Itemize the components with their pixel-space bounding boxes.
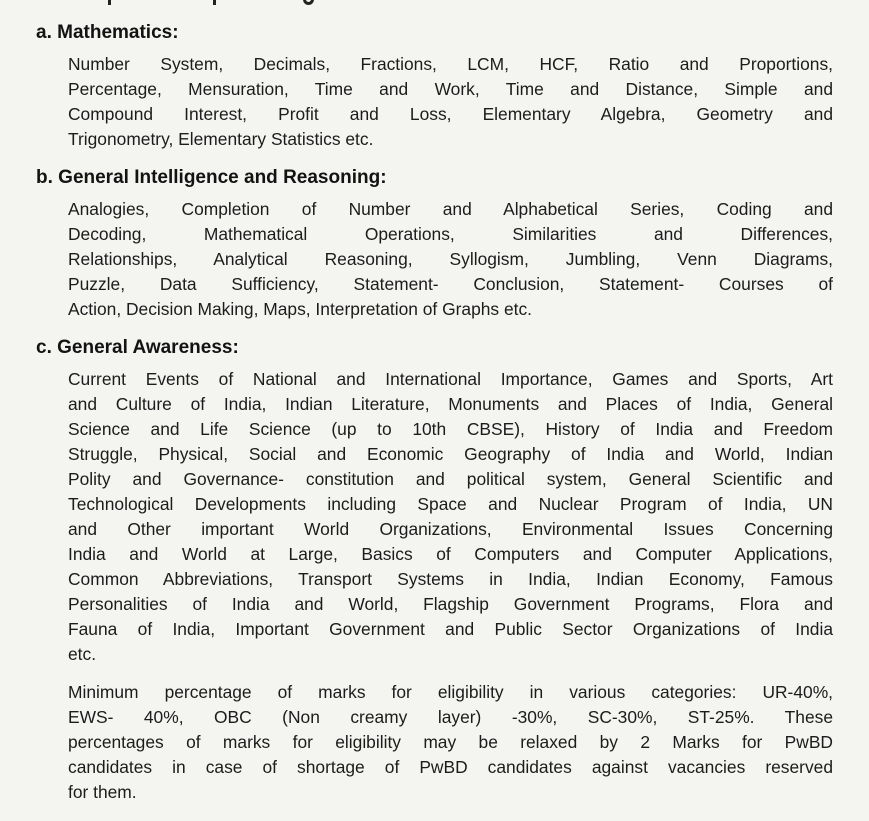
- paragraph-line: Science and Life Science (up to 10th CBSE), History of India and Freedom: [68, 419, 833, 439]
- paragraph: [68, 197, 833, 322]
- paragraph-line: Action, Decision Making, Maps, Interpretation of Graphs etc.: [68, 299, 532, 319]
- section-heading: a. Mathematics:: [36, 22, 179, 43]
- syllabus-section: [36, 336, 833, 805]
- paragraph-line: Current Events of National and International Importance, Games and Sports, Art: [68, 369, 833, 389]
- paragraph-line: India and World at Large, Basics of Computers and Computer Applications,: [68, 544, 833, 564]
- paragraph-line: Personalities of India and World, Flagship Government Programs, Flora and: [68, 594, 833, 614]
- paragraph-line: Technological Developments including Space and Nuclear Program of India, UN: [68, 494, 833, 514]
- section-paragraphs: [36, 367, 833, 805]
- paragraph-line: Puzzle, Data Sufficiency, Statement- Conclusion, Statement- Courses of: [68, 274, 833, 294]
- syllabus-section: [36, 166, 833, 322]
- paragraph: [68, 680, 833, 805]
- paragraph-line: EWS- 40%, OBC (Non creamy layer) -30%, SC-30%, ST-25%. These: [68, 707, 833, 727]
- paragraph-line: Fauna of India, Important Government and Public Sector Organizations of India: [68, 619, 833, 639]
- clipped-previous-line-fragment: [36, 0, 833, 10]
- paragraph-line: Percentage, Mensuration, Time and Work, Time and Distance, Simple and: [68, 79, 833, 99]
- paragraph: [68, 367, 833, 667]
- paragraph-line: Analogies, Completion of Number and Alphabetical Series, Coding and: [68, 199, 833, 219]
- paragraph-line: Compound Interest, Profit and Loss, Elementary Algebra, Geometry and: [68, 104, 833, 124]
- paragraph-line: Trigonometry, Elementary Statistics etc.: [68, 129, 374, 149]
- clipped-glyph-stem: [213, 0, 216, 5]
- paragraph-line: Polity and Governance- constitution and political system, General Scientific and: [68, 469, 833, 489]
- paragraph-line: Struggle, Physical, Social and Economic Geography of India and World, Indian: [68, 444, 833, 464]
- paragraph: [68, 52, 833, 152]
- section-paragraphs: [36, 52, 833, 152]
- section-heading: b. General Intelligence and Reasoning:: [36, 167, 387, 188]
- clipped-glyph-loop: [303, 0, 314, 5]
- paragraph-line: candidates in case of shortage of PwBD candidates against vacancies reserved: [68, 757, 833, 777]
- paragraph-line: Common Abbreviations, Transport Systems in India, Indian Economy, Famous: [68, 569, 833, 589]
- syllabus-sections: [36, 21, 833, 805]
- paragraph-line: Number System, Decimals, Fractions, LCM, HCF, Ratio and Proportions,: [68, 54, 833, 74]
- paragraph-line: Minimum percentage of marks for eligibility in various categories: UR-40%,: [68, 682, 833, 702]
- paragraph-line: etc.: [68, 644, 97, 664]
- paragraph-line: Relationships, Analytical Reasoning, Syllogism, Jumbling, Venn Diagrams,: [68, 249, 833, 269]
- section-heading: c. General Awareness:: [36, 337, 239, 358]
- clipped-glyph-stem: [108, 0, 111, 5]
- section-paragraphs: [36, 197, 833, 322]
- paragraph-line: Decoding, Mathematical Operations, Similarities and Differences,: [68, 224, 833, 244]
- paragraph-line: percentages of marks for eligibility may be relaxed by 2 Marks for PwBD: [68, 732, 833, 752]
- paragraph-line: for them.: [68, 782, 137, 802]
- paragraph-line: and Culture of India, Indian Literature, Monuments and Places of India, General: [68, 394, 833, 414]
- paragraph-line: and Other important World Organizations, Environmental Issues Concerning: [68, 519, 833, 539]
- syllabus-section: [36, 21, 833, 152]
